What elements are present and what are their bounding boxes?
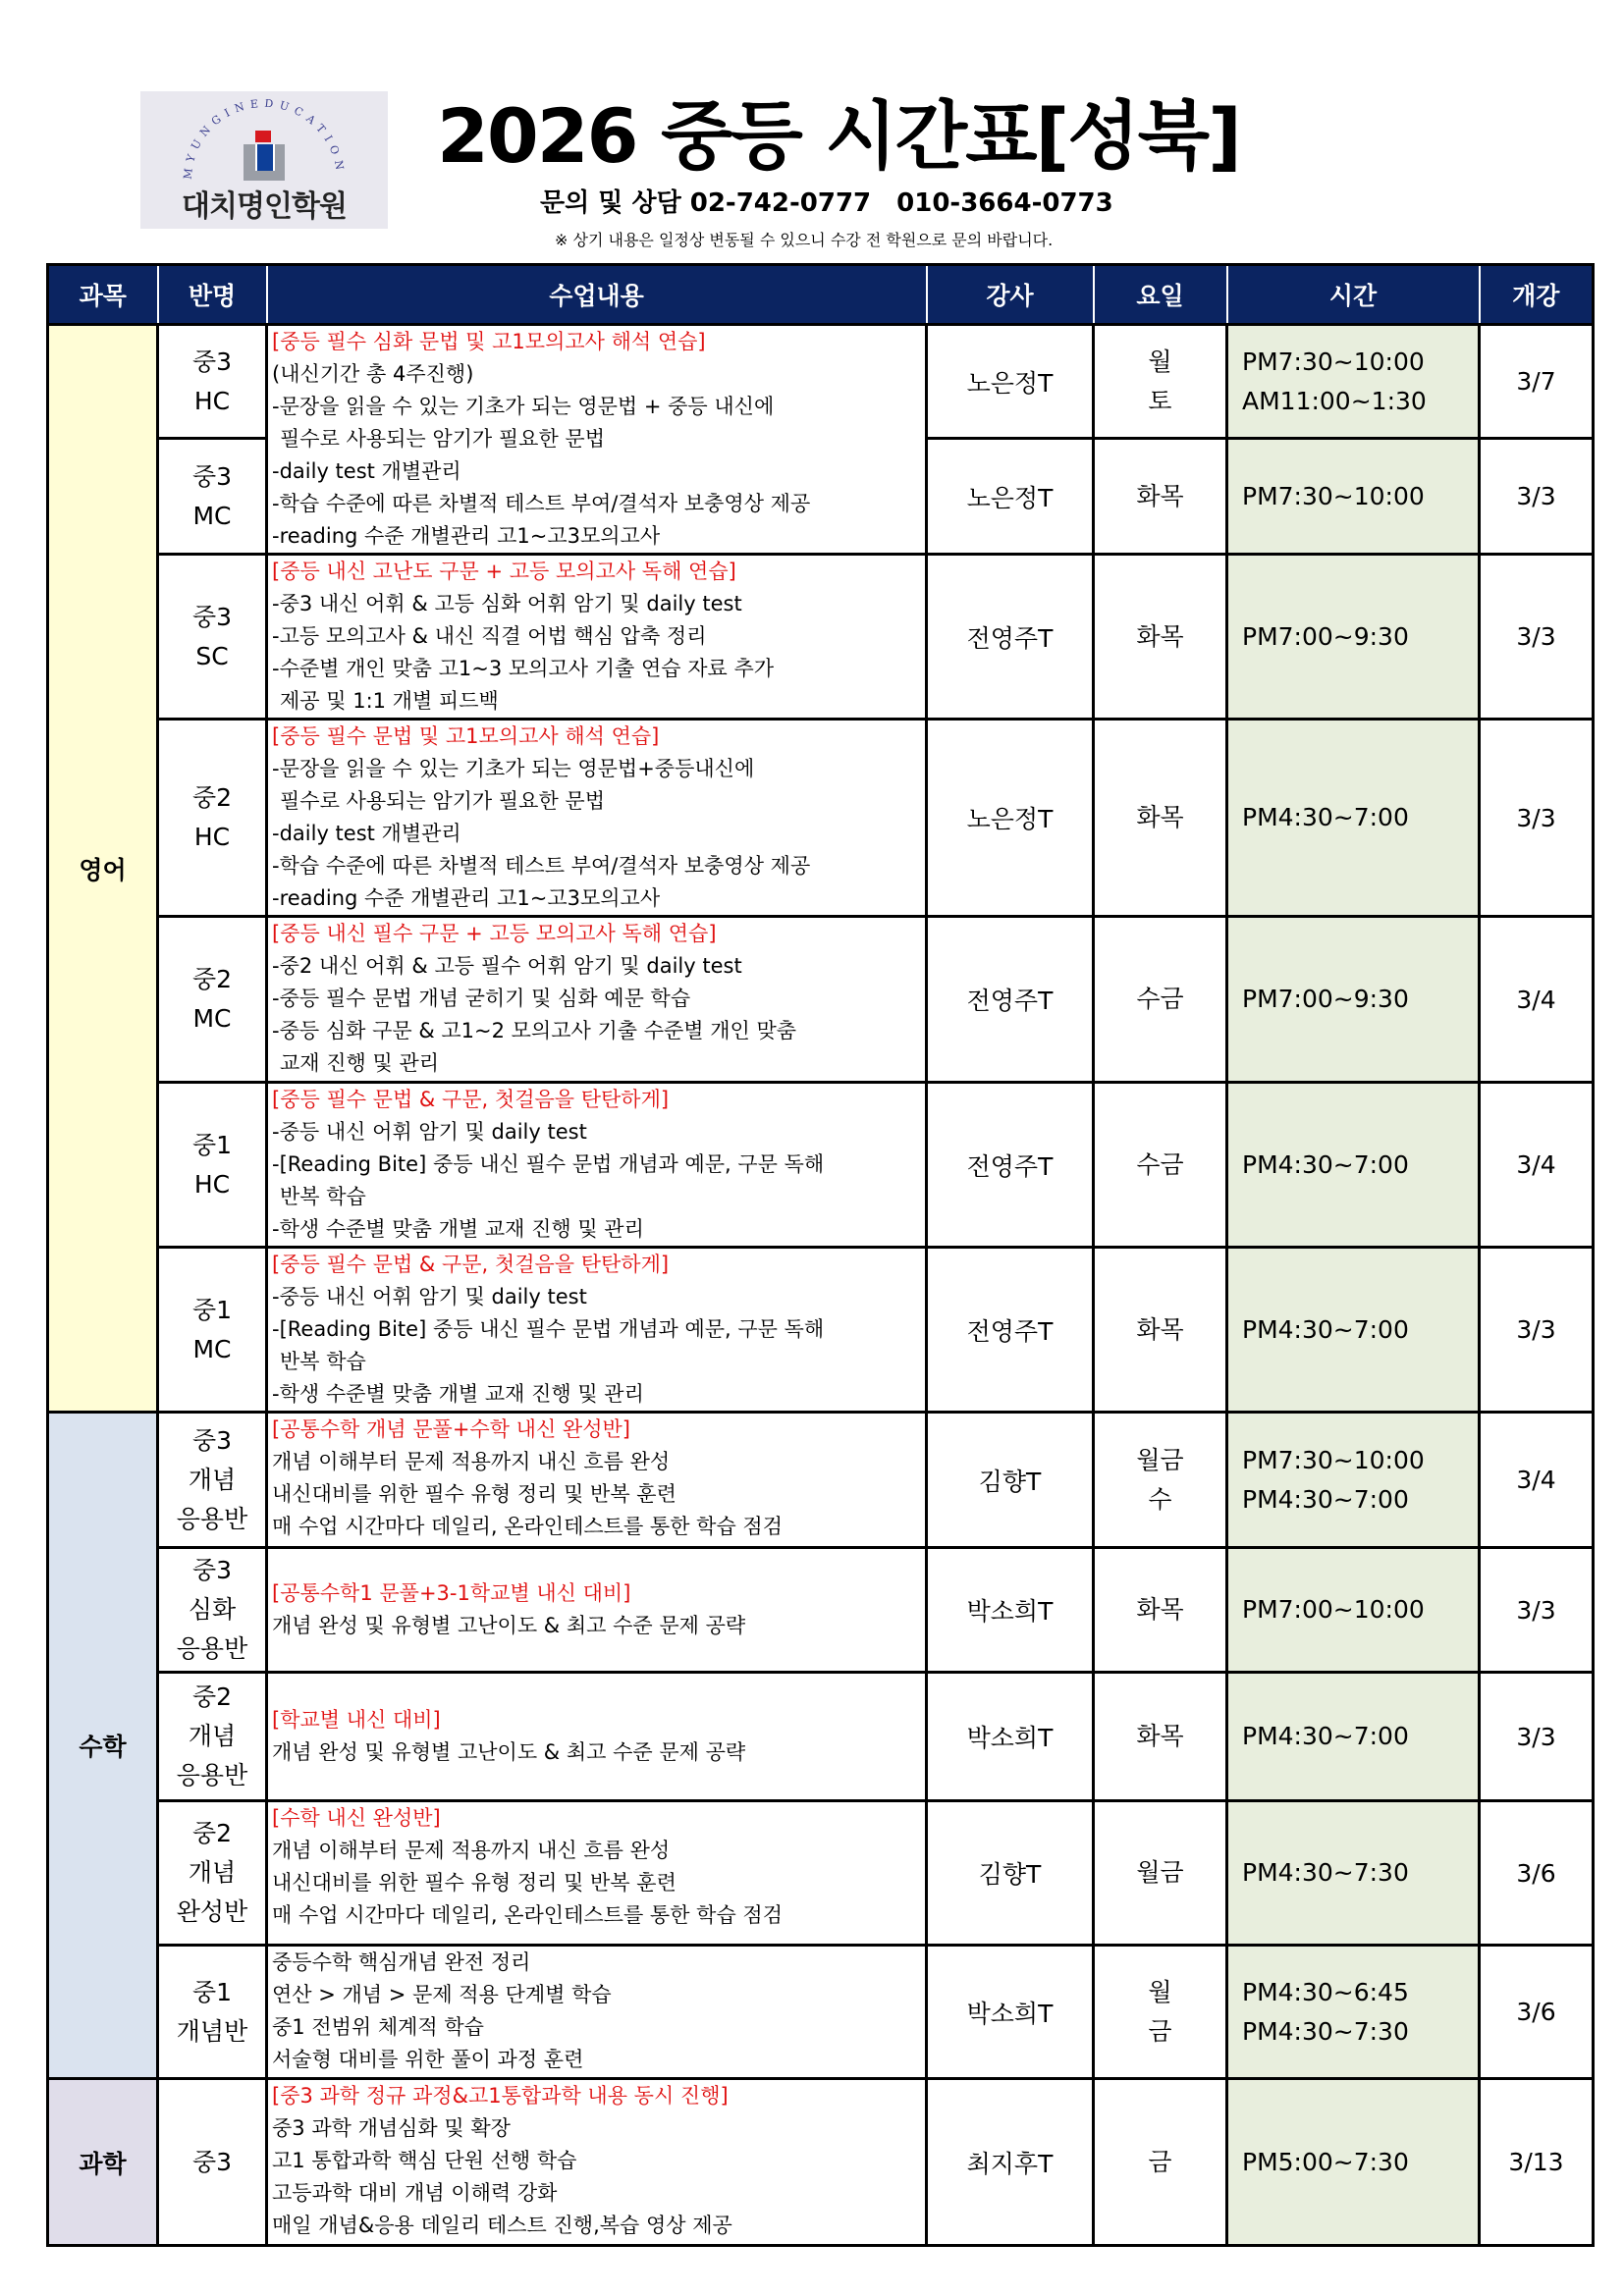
content-heading: [중등 내신 필수 구문 + 고등 모의고사 독해 연습] (272, 922, 717, 945)
content-heading: [공통수학 개념 문풀+수학 내신 완성반] (272, 1417, 630, 1441)
open-date: 3/4 (1480, 917, 1594, 1083)
content-heading: [중등 필수 문법 및 고1모의고사 해석 연습] (272, 724, 660, 748)
content-heading: [공통수학1 문풀+3-1학교별 내신 대비] (272, 1581, 631, 1605)
content-heading: [중등 필수 심화 문법 및 고1모의고사 해석 연습] (272, 330, 706, 353)
content-heading: [중등 필수 문법 & 구문, 첫걸음을 탄탄하게] (272, 1253, 670, 1276)
teacher-name: 최지후T (927, 2079, 1094, 2246)
class-time: PM4:30~7:00 (1227, 1248, 1480, 1413)
class-content: [수학 내신 완성반] 개념 이해부터 문제 적용까지 내신 흐름 완성 내신대비를 위한 필수 유형 정리 및 반복 훈련 매 수업 시간마다 데일리, 온라인테스트를 통한 학습 점검 (267, 1801, 927, 1946)
class-name: 중2 HC (158, 720, 267, 917)
class-content: [중등 내신 고난도 구문 + 고등 모의고사 독해 연습] -중3 내신 어휘 & 고등 심화 어휘 암기 및 daily test -고등 모의고사 & 내신 직결 어법 핵심 압축 정리 -수준별 개인 맞춤 고1~3 모의고사 기출 연습 자료 추가 제공 및 1:1 개별 피드백 (267, 555, 927, 720)
col-header-subject: 과목 (48, 265, 158, 325)
class-content: 중등수학 핵심개념 완전 정리 연산 > 개념 > 문제 적용 단계별 학습 중1 전범위 체계적 학습 서술형 대비를 위한 풀이 과정 훈련 (267, 1946, 927, 2079)
class-name: 중3 개념 응용반 (158, 1413, 267, 1548)
class-days: 수금 (1094, 917, 1227, 1083)
class-content: [중등 필수 심화 문법 및 고1모의고사 해석 연습] (내신기간 총 4주진행) -문장을 읽을 수 있는 기초가 되는 영문법 + 중등 내신에 필수로 사용되는 암기가 필요한 문법 -daily test 개별관리 -학습 수준에 따른 차별적 테스트 부여/결석자 보충영상 제공 -reading 수준 개별관리 고1~고3모의고사 (267, 325, 927, 555)
table-row (48, 325, 1594, 439)
class-days: 수금 (1094, 1083, 1227, 1248)
col-header-open: 개강 (1480, 265, 1594, 325)
class-days: 화목 (1094, 720, 1227, 917)
table-row (48, 1673, 1594, 1801)
content-heading: [중등 필수 문법 & 구문, 첫걸음을 탄탄하게] (272, 1088, 670, 1111)
class-name: 중3 SC (158, 555, 267, 720)
class-days: 화목 (1094, 439, 1227, 555)
col-header-class: 반명 (158, 265, 267, 325)
timetable (46, 263, 1595, 2247)
class-name: 중1 MC (158, 1248, 267, 1413)
class-name: 중2 개념 완성반 (158, 1801, 267, 1946)
teacher-name: 박소희T (927, 1673, 1094, 1801)
class-time: PM7:30~10:00 AM11:00~1:30 (1227, 325, 1480, 439)
table-row (48, 2079, 1594, 2246)
content-heading: [수학 내신 완성반] (272, 1806, 441, 1830)
class-days: 화목 (1094, 555, 1227, 720)
content-heading: [중3 과학 정규 과정&고1통합과학 내용 동시 진행] (272, 2084, 729, 2108)
class-content: [중등 필수 문법 및 고1모의고사 해석 연습] -문장을 읽을 수 있는 기초가 되는 영문법+중등내신에 필수로 사용되는 암기가 필요한 문법 -daily test 개별관리 -학습 수준에 따른 차별적 테스트 부여/결석자 보충영상 제공 -reading 수준 개별관리 고1~고3모의고사 (267, 720, 927, 917)
subject-english: 영어 (48, 325, 158, 1413)
class-content: [중등 필수 문법 & 구문, 첫걸음을 탄탄하게] -중등 내신 어휘 암기 및 daily test -[Reading Bite] 중등 내신 필수 문법 개념과 예문, 구문 독해 반복 학습 -학생 수준별 맞춤 개별 교재 진행 및 관리 (267, 1248, 927, 1413)
class-name: 중2 개념 응용반 (158, 1673, 267, 1801)
table-row (48, 917, 1594, 1083)
contact-info (540, 183, 1129, 219)
class-days: 화목 (1094, 1673, 1227, 1801)
class-name: 중1 개념반 (158, 1946, 267, 2079)
page-title: 2026 중등 시간표[성북] (437, 92, 1240, 180)
contact-phone-2: 010-3664-0773 (896, 188, 1113, 218)
class-time: PM4:30~7:00 (1227, 720, 1480, 917)
logo-mark-red (255, 131, 271, 142)
col-header-days: 요일 (1094, 265, 1227, 325)
class-time: PM7:30~10:00 (1227, 439, 1480, 555)
subject-science: 과학 (48, 2079, 158, 2246)
class-time: PM4:30~7:00 (1227, 1083, 1480, 1248)
teacher-name: 노은정T (927, 720, 1094, 917)
contact-label: 문의 및 상담 02-742-0777 (540, 188, 872, 218)
class-days: 월 토 (1094, 325, 1227, 439)
notice-text: ※ 상기 내용은 일정상 변동될 수 있으니 수강 전 학원으로 문의 바랍니다. (555, 231, 1054, 249)
class-days: 월금 (1094, 1801, 1227, 1946)
logo-mark-blue (255, 144, 275, 171)
teacher-name: 전영주T (927, 917, 1094, 1083)
table-row (48, 1083, 1594, 1248)
table-row (48, 720, 1594, 917)
class-name: 중3 (158, 2079, 267, 2246)
class-name: 중3 심화 응용반 (158, 1548, 267, 1673)
open-date: 3/3 (1480, 555, 1594, 720)
teacher-name: 박소희T (927, 1946, 1094, 2079)
academy-logo (140, 91, 388, 229)
open-date: 3/4 (1480, 1413, 1594, 1548)
open-date: 3/3 (1480, 1673, 1594, 1801)
table-header-row (48, 265, 1594, 325)
open-date: 3/3 (1480, 1248, 1594, 1413)
teacher-name: 전영주T (927, 1083, 1094, 1248)
open-date: 3/6 (1480, 1801, 1594, 1946)
class-name: 중1 HC (158, 1083, 267, 1248)
table-row (48, 555, 1594, 720)
class-name: 중3 MC (158, 439, 267, 555)
open-date: 3/3 (1480, 439, 1594, 555)
open-date: 3/4 (1480, 1083, 1594, 1248)
table-row (48, 1548, 1594, 1673)
class-content: [중3 과학 정규 과정&고1통합과학 내용 동시 진행] 중3 과학 개념심화 및 확장 고1 통합과학 핵심 단원 선행 학습 고등과학 대비 개념 이해력 강화 매일 개념&응용 데일리 테스트 진행,복습 영상 제공 (267, 2079, 927, 2246)
class-content: [공통수학 개념 문풀+수학 내신 완성반] 개념 이해부터 문제 적용까지 내신 흐름 완성 내신대비를 위한 필수 유형 정리 및 반복 훈련 매 수업 시간마다 데일리, 온라인테스트를 통한 학습 점검 (267, 1413, 927, 1548)
table-row (48, 1801, 1594, 1946)
table-row (48, 1413, 1594, 1548)
open-date: 3/3 (1480, 720, 1594, 917)
class-name: 중3 HC (158, 325, 267, 439)
content-heading: [중등 내신 고난도 구문 + 고등 모의고사 독해 연습] (272, 560, 736, 583)
logo-name: 대치명인학원 (182, 189, 347, 224)
content-heading: [학교별 내신 대비] (272, 1708, 441, 1732)
teacher-name: 박소희T (927, 1548, 1094, 1673)
teacher-name: 전영주T (927, 555, 1094, 720)
col-header-time: 시간 (1227, 265, 1480, 325)
class-time: PM7:00~9:30 (1227, 555, 1480, 720)
class-time: PM7:30~10:00 PM4:30~7:00 (1227, 1413, 1480, 1548)
class-time: PM4:30~6:45 PM4:30~7:30 (1227, 1946, 1480, 2079)
class-time: PM7:00~10:00 (1227, 1548, 1480, 1673)
class-days: 금 (1094, 2079, 1227, 2246)
open-date: 3/3 (1480, 1548, 1594, 1673)
open-date: 3/13 (1480, 2079, 1594, 2246)
class-time: PM4:30~7:30 (1227, 1801, 1480, 1946)
teacher-name: 노은정T (927, 325, 1094, 439)
teacher-name: 김향T (927, 1801, 1094, 1946)
class-days: 월 금 (1094, 1946, 1227, 2079)
table-row (48, 1946, 1594, 2079)
class-content: [학교별 내신 대비] 개념 완성 및 유형별 고난이도 & 최고 수준 문제 공략 (267, 1673, 927, 1801)
class-content: [중등 필수 문법 & 구문, 첫걸음을 탄탄하게] -중등 내신 어휘 암기 및 daily test -[Reading Bite] 중등 내신 필수 문법 개념과 예문, 구문 독해 반복 학습 -학생 수준별 맞춤 개별 교재 진행 및 관리 (267, 1083, 927, 1248)
class-content: [공통수학1 문풀+3-1학교별 내신 대비] 개념 완성 및 유형별 고난이도 & 최고 수준 문제 공략 (267, 1548, 927, 1673)
table-row (48, 1248, 1594, 1413)
subject-math: 수학 (48, 1413, 158, 2079)
class-time: PM4:30~7:00 (1227, 1673, 1480, 1801)
open-date: 3/7 (1480, 325, 1594, 439)
svg-text:MYUNGINEDUCATION: MYUNGINEDUCATION (181, 99, 348, 181)
class-days: 화목 (1094, 1248, 1227, 1413)
teacher-name: 노은정T (927, 439, 1094, 555)
open-date: 3/6 (1480, 1946, 1594, 2079)
teacher-name: 김향T (927, 1413, 1094, 1548)
class-days: 화목 (1094, 1548, 1227, 1673)
class-time: PM7:00~9:30 (1227, 917, 1480, 1083)
class-days: 월금 수 (1094, 1413, 1227, 1548)
class-name: 중2 MC (158, 917, 267, 1083)
teacher-name: 전영주T (927, 1248, 1094, 1413)
col-header-content: 수업내용 (267, 265, 927, 325)
col-header-teacher: 강사 (927, 265, 1094, 325)
class-time: PM5:00~7:30 (1227, 2079, 1480, 2246)
class-content: [중등 내신 필수 구문 + 고등 모의고사 독해 연습] -중2 내신 어휘 & 고등 필수 어휘 암기 및 daily test -중등 필수 문법 개념 굳히기 및 심화 예문 학습 -중등 심화 구문 & 고1~2 모의고사 기출 수준별 개인 맞춤 교재 진행 및 관리 (267, 917, 927, 1083)
